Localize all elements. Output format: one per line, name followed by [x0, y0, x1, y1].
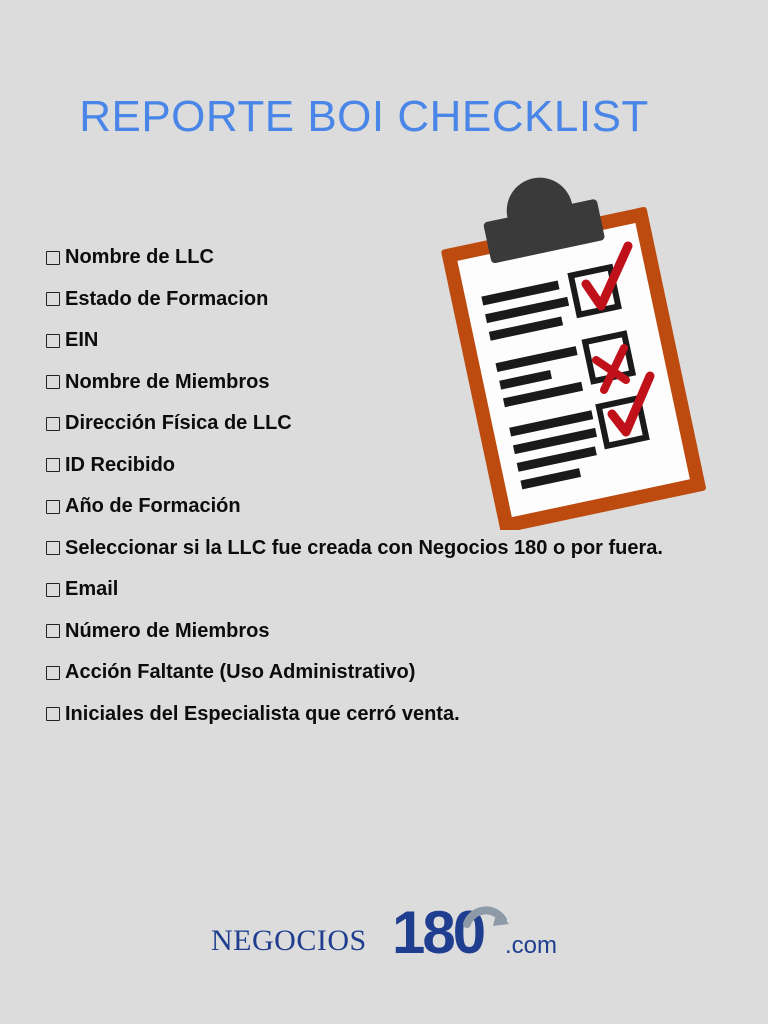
- checkbox-icon[interactable]: [46, 624, 60, 638]
- checkbox-icon[interactable]: [46, 541, 60, 555]
- checkbox-icon[interactable]: [46, 458, 60, 472]
- checklist-item[interactable]: [46, 652, 726, 694]
- checklist-item[interactable]: [46, 694, 726, 736]
- logo-wordmark: NEGOCIOS: [211, 924, 367, 957]
- checklist-item-label: Número de Miembros: [65, 619, 270, 642]
- checklist-item[interactable]: [46, 528, 726, 570]
- checkbox-icon[interactable]: [46, 666, 60, 680]
- negocios180-logo: [205, 898, 565, 968]
- checklist-item-label: ID Recibido: [65, 453, 176, 476]
- checklist-item-label: Email: [65, 578, 119, 600]
- checkbox-icon[interactable]: [46, 375, 60, 389]
- checkbox-icon[interactable]: [46, 334, 60, 348]
- page-title: REPORTE BOI CHECKLIST: [79, 92, 649, 141]
- checklist-item-label: Nombre de LLC: [65, 246, 214, 268]
- checkbox-icon[interactable]: [46, 251, 60, 265]
- checklist-item-label: Año de Formación: [65, 495, 241, 517]
- checkbox-icon[interactable]: [46, 583, 60, 597]
- checklist-item-label: Iniciales del Especialista que cerró venta.: [65, 702, 460, 725]
- checklist-item-label: EIN: [65, 329, 99, 351]
- checkbox-icon[interactable]: [46, 292, 60, 306]
- checklist-item[interactable]: [46, 611, 726, 653]
- checklist-item-label: Seleccionar si la LLC fue creada con Negocios 180 o por fuera.: [65, 536, 663, 559]
- logo-domain-suffix: .com: [505, 932, 558, 959]
- checklist-item[interactable]: [46, 569, 726, 611]
- logo-number: 180: [392, 899, 484, 966]
- checklist-item-label: Nombre de Miembros: [65, 370, 270, 393]
- checkbox-icon[interactable]: [46, 707, 60, 721]
- checklist-item-label: Acción Faltante (Uso Administrativo): [65, 661, 416, 683]
- checklist-item-label: Estado de Formacion: [65, 287, 269, 310]
- checkbox-icon[interactable]: [46, 417, 60, 431]
- clipboard-icon: [418, 168, 718, 530]
- checklist-item-label: Dirección Física de LLC: [65, 412, 292, 434]
- checkbox-icon[interactable]: [46, 500, 60, 514]
